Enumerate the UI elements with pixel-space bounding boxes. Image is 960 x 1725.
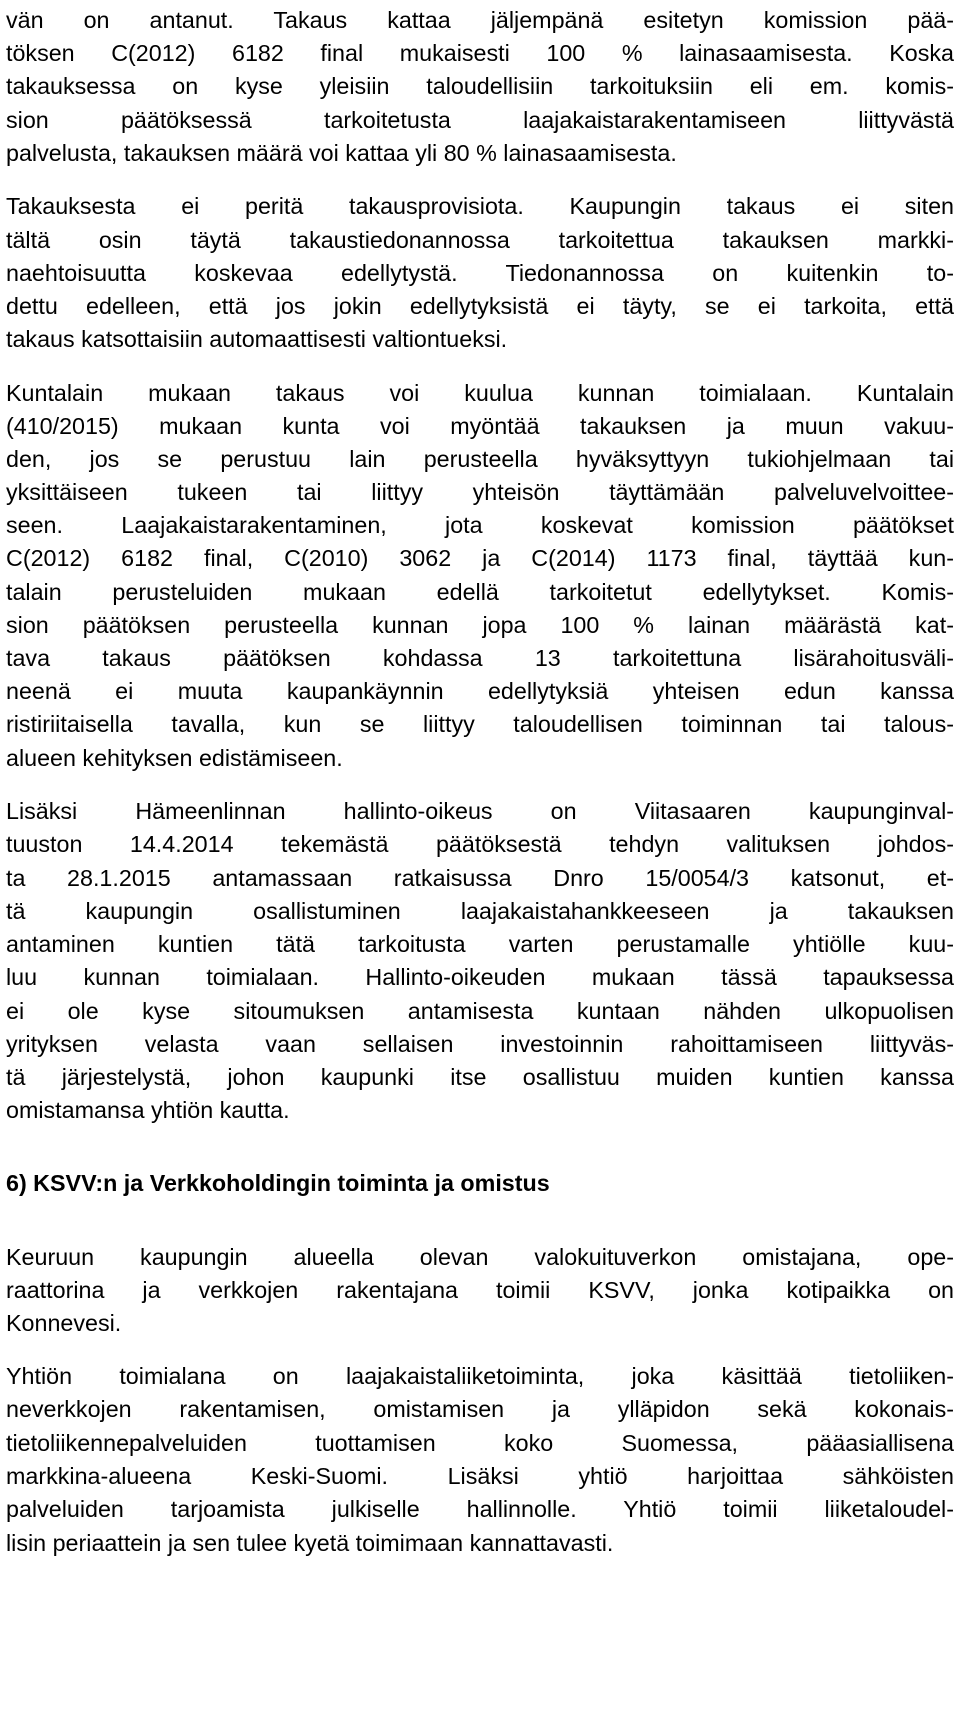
text-line: ristiriitaisella tavalla, kun se liittyy taloudellisen toiminnan tai talous- [6, 711, 954, 737]
text-line: tuuston 14.4.2014 tekemästä päätöksestä tehdyn valituksen johdos- [6, 831, 954, 857]
text-line: tava takaus päätöksen kohdassa 13 tarkoitettuna lisärahoitusväli- [6, 645, 954, 671]
text-line: Takauksesta ei peritä takausprovisiota. Kaupungin takaus ei siten [6, 193, 954, 219]
text-line: tältä osin täytä takaustiedonannossa tarkoitettua takauksen markki- [6, 227, 954, 253]
text-line: omistamansa yhtiön kautta. [6, 1097, 290, 1123]
text-line: Kuntalain mukaan takaus voi kuulua kunnan toimialaan. Kuntalain [6, 380, 954, 406]
text-line: raattorina ja verkkojen rakentajana toimii KSVV, jonka kotipaikka on [6, 1277, 954, 1303]
text-line: takauksessa on kyse yleisiin taloudellisiin tarkoituksiin eli em. komis- [6, 73, 954, 99]
text-line: tä järjestelystä, johon kaupunki itse osallistuu muiden kuntien kanssa [6, 1064, 954, 1090]
text-line: Yhtiön toimialana on laajakaistaliiketoiminta, joka käsittää tietoliiken- [6, 1363, 954, 1389]
text-line: naehtoisuutta koskevaa edellytystä. Tiedonannossa on kuitenkin to- [6, 260, 954, 286]
text-line: ta 28.1.2015 antamassaan ratkaisussa Dnro 15/0054/3 katsonut, et- [6, 865, 954, 891]
text-line: palveluiden tarjoamista julkiselle hallinnolle. Yhtiö toimii liiketaloudel- [6, 1496, 954, 1522]
text-line: neverkkojen rakentamisen, omistamisen ja ylläpidon sekä kokonais- [6, 1396, 954, 1422]
text-line: takaus katsottaisiin automaattisesti valtiontueksi. [6, 326, 508, 352]
text-line: C(2012) 6182 final, C(2010) 3062 ja C(2014) 1173 final, täyttää kun- [6, 545, 954, 571]
text-line: ei ole kyse sitoumuksen antamisesta kuntaan nähden ulkopuolisen [6, 998, 954, 1024]
text-line: neenä ei muuta kaupankäynnin edellytyksiä yhteisen edun kanssa [6, 678, 954, 704]
text-line: yrityksen velasta vaan sellaisen investoinnin rahoittamiseen liittyväs- [6, 1031, 954, 1057]
text-line: markkina-alueena Keski-Suomi. Lisäksi yhtiö harjoittaa sähköisten [6, 1463, 954, 1489]
section-heading: 6) KSVV:n ja Verkkoholdingin toiminta ja omistus [6, 1170, 550, 1196]
text-line: Lisäksi Hämeenlinnan hallinto-oikeus on Viitasaaren kaupunginval- [6, 798, 954, 824]
text-line: (410/2015) mukaan kunta voi myöntää takauksen ja muun vakuu- [6, 413, 954, 439]
text-line: vän on antanut. Takaus kattaa jäljempänä esitetyn komission pää- [6, 7, 954, 33]
text-line: tä kaupungin osallistuminen laajakaistahankkeeseen ja takauksen [6, 898, 954, 924]
text-line: Keuruun kaupungin alueella olevan valokuituverkon omistajana, ope- [6, 1244, 954, 1270]
text-line: talain perusteluiden mukaan edellä tarkoitetut edellytykset. Komis- [6, 579, 954, 605]
text-line: Konnevesi. [6, 1310, 122, 1336]
text-line: den, jos se perustuu lain perusteella hyväksyttyyn tukiohjelmaan tai [6, 446, 954, 472]
text-line: dettu edelleen, että jos jokin edellytyksistä ei täyty, se ei tarkoita, että [6, 293, 954, 319]
text-line: yksittäiseen tukeen tai liittyy yhteisön täyttämään palveluvelvoittee- [6, 479, 954, 505]
text-line: seen. Laajakaistarakentaminen, jota koskevat komission päätökset [6, 512, 954, 538]
text-line: luu kunnan toimialaan. Hallinto-oikeuden mukaan tässä tapauksessa [6, 964, 954, 990]
text-line: lisin periaattein ja sen tulee kyetä toimimaan kannattavasti. [6, 1530, 614, 1556]
text-line: tietoliikennepalveluiden tuottamisen koko Suomessa, pääasiallisena [6, 1430, 954, 1456]
text-line: sion päätöksen perusteella kunnan jopa 100 % lainan määrästä kat- [6, 612, 954, 638]
text-line: antaminen kuntien tätä tarkoitusta varten perustamalle yhtiölle kuu- [6, 931, 954, 957]
text-line: palvelusta, takauksen määrä voi kattaa yli 80 % lainasaamisesta. [6, 140, 677, 166]
text-line: alueen kehityksen edistämiseen. [6, 745, 343, 771]
text-line: töksen C(2012) 6182 final mukaisesti 100 % lainasaamisesta. Koska [6, 40, 954, 66]
text-line: sion päätöksessä tarkoitetusta laajakaistarakentamiseen liittyvästä [6, 107, 954, 133]
